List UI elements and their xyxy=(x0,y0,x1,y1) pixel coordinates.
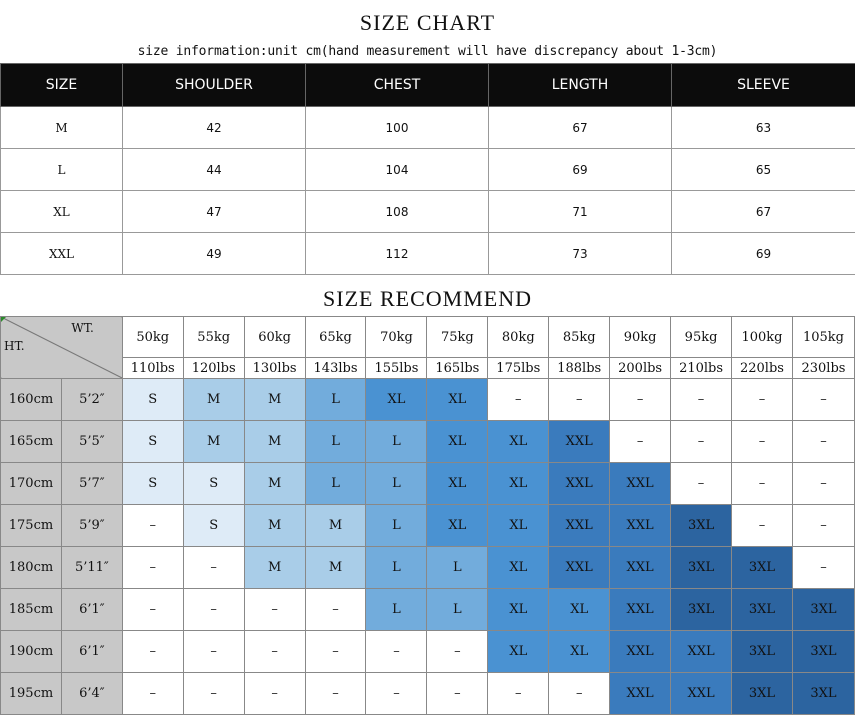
measurement-cell: 67 xyxy=(672,191,855,233)
recommended-size-cell: L xyxy=(366,505,427,547)
height-cm-label: 190cm xyxy=(1,631,62,673)
height-cm-label: 170cm xyxy=(1,463,62,505)
recommended-size-cell: – xyxy=(244,631,305,673)
weight-kg-header: 85kg xyxy=(549,317,610,358)
recommended-size-cell: XXL xyxy=(549,463,610,505)
recommended-size-cell: S xyxy=(183,463,244,505)
recommended-size-cell: – xyxy=(732,421,793,463)
weight-axis-label: WT. xyxy=(71,321,94,335)
recommended-size-cell: L xyxy=(305,463,366,505)
recommended-size-cell: – xyxy=(792,505,854,547)
recommended-size-cell: M xyxy=(244,463,305,505)
weight-lbs-header: 175lbs xyxy=(488,358,549,379)
size-row xyxy=(1,107,855,149)
measurement-cell: 73 xyxy=(489,233,672,275)
recommended-size-cell: XXL xyxy=(610,547,671,589)
measurement-cell: 69 xyxy=(672,233,855,275)
corner-marker xyxy=(1,317,6,322)
weight-kg-header: 95kg xyxy=(671,317,732,358)
recommended-size-cell: – xyxy=(183,631,244,673)
height-weight-corner xyxy=(1,317,123,379)
height-row xyxy=(1,505,855,547)
recommended-size-cell: S xyxy=(122,379,183,421)
height-row xyxy=(1,547,855,589)
recommended-size-cell: XXL xyxy=(610,463,671,505)
recommended-size-cell: – xyxy=(792,421,854,463)
recommended-size-cell: – xyxy=(122,547,183,589)
recommended-size-cell: L xyxy=(305,379,366,421)
recommended-size-cell: – xyxy=(122,589,183,631)
recommended-size-cell: – xyxy=(183,673,244,715)
recommended-size-cell: XL xyxy=(488,421,549,463)
recommended-size-cell: 3XL xyxy=(792,589,854,631)
measurement-cell: 108 xyxy=(306,191,489,233)
height-row xyxy=(1,421,855,463)
recommended-size-cell: – xyxy=(305,589,366,631)
weight-kg-header: 100kg xyxy=(732,317,793,358)
recommended-size-cell: XXL xyxy=(549,505,610,547)
column-header-sleeve: SLEEVE xyxy=(672,64,855,107)
size-chart-header-row xyxy=(1,64,855,107)
recommended-size-cell: 3XL xyxy=(671,505,732,547)
recommended-size-cell: L xyxy=(305,421,366,463)
recommended-size-cell: – xyxy=(366,631,427,673)
weight-kg-header: 50kg xyxy=(122,317,183,358)
recommended-size-cell: – xyxy=(488,673,549,715)
recommended-size-cell: – xyxy=(366,673,427,715)
height-cm-label: 195cm xyxy=(1,673,62,715)
recommended-size-cell: – xyxy=(488,379,549,421)
recommended-size-cell: – xyxy=(183,589,244,631)
column-header-size: SIZE xyxy=(1,64,123,107)
recommended-size-cell: – xyxy=(671,379,732,421)
recommended-size-cell: – xyxy=(610,421,671,463)
recommended-size-cell: S xyxy=(122,463,183,505)
recommended-size-cell: L xyxy=(366,463,427,505)
recommended-size-cell: S xyxy=(183,505,244,547)
size-row xyxy=(1,233,855,275)
recommended-size-cell: XL xyxy=(427,463,488,505)
recommended-size-cell: XXL xyxy=(549,547,610,589)
weight-kg-header: 75kg xyxy=(427,317,488,358)
recommended-size-cell: XL xyxy=(427,379,488,421)
weight-kg-row xyxy=(1,317,855,358)
recommended-size-cell: 3XL xyxy=(732,631,793,673)
weight-kg-header: 105kg xyxy=(792,317,854,358)
recommended-size-cell: XXL xyxy=(610,631,671,673)
recommended-size-cell: XXL xyxy=(671,673,732,715)
recommended-size-cell: – xyxy=(792,379,854,421)
weight-lbs-header: 220lbs xyxy=(732,358,793,379)
weight-kg-header: 70kg xyxy=(366,317,427,358)
recommended-size-cell: L xyxy=(427,589,488,631)
recommended-size-cell: XL xyxy=(488,505,549,547)
height-cm-label: 180cm xyxy=(1,547,62,589)
recommended-size-cell: XXL xyxy=(610,505,671,547)
weight-lbs-header: 165lbs xyxy=(427,358,488,379)
recommended-size-cell: XL xyxy=(549,589,610,631)
height-row xyxy=(1,589,855,631)
measurement-cell: 65 xyxy=(672,149,855,191)
weight-lbs-header: 143lbs xyxy=(305,358,366,379)
measurement-cell: 42 xyxy=(123,107,306,149)
height-ft-label: 5’9″ xyxy=(61,505,122,547)
recommended-size-cell: M xyxy=(244,547,305,589)
column-header-shoulder: SHOULDER xyxy=(123,64,306,107)
recommended-size-cell: – xyxy=(792,547,854,589)
weight-kg-header: 55kg xyxy=(183,317,244,358)
height-cm-label: 165cm xyxy=(1,421,62,463)
height-ft-label: 5’11″ xyxy=(61,547,122,589)
weight-kg-header: 65kg xyxy=(305,317,366,358)
height-cm-label: 185cm xyxy=(1,589,62,631)
recommended-size-cell: XL xyxy=(427,505,488,547)
size-row xyxy=(1,149,855,191)
recommended-size-cell: XXL xyxy=(549,421,610,463)
height-ft-label: 5’5″ xyxy=(61,421,122,463)
recommended-size-cell: – xyxy=(549,673,610,715)
height-row xyxy=(1,379,855,421)
recommended-size-cell: L xyxy=(366,547,427,589)
weight-lbs-header: 210lbs xyxy=(671,358,732,379)
recommended-size-cell: – xyxy=(732,505,793,547)
height-cm-label: 175cm xyxy=(1,505,62,547)
recommended-size-cell: 3XL xyxy=(792,673,854,715)
weight-lbs-row xyxy=(1,358,855,379)
recommended-size-cell: – xyxy=(244,589,305,631)
measurement-cell: 47 xyxy=(123,191,306,233)
recommended-size-cell: – xyxy=(305,673,366,715)
height-ft-label: 6’1″ xyxy=(61,631,122,673)
recommended-size-cell: M xyxy=(305,505,366,547)
column-header-length: LENGTH xyxy=(489,64,672,107)
weight-lbs-header: 130lbs xyxy=(244,358,305,379)
recommended-size-cell: M xyxy=(244,421,305,463)
recommended-size-cell: XXL xyxy=(671,631,732,673)
recommended-size-cell: – xyxy=(122,505,183,547)
height-ft-label: 6’1″ xyxy=(61,589,122,631)
size-recommend-title: SIZE RECOMMEND xyxy=(323,286,532,311)
recommended-size-cell: XXL xyxy=(610,589,671,631)
measurement-cell: 112 xyxy=(306,233,489,275)
recommended-size-cell: XXL xyxy=(610,673,671,715)
measurement-cell: 49 xyxy=(123,233,306,275)
measurement-cell: 44 xyxy=(123,149,306,191)
recommended-size-cell: XL xyxy=(488,547,549,589)
recommended-size-cell: 3XL xyxy=(792,631,854,673)
size-label: XL xyxy=(1,191,123,233)
recommended-size-cell: XL xyxy=(549,631,610,673)
height-cm-label: 160cm xyxy=(1,379,62,421)
measurement-cell: 71 xyxy=(489,191,672,233)
height-row xyxy=(1,673,855,715)
size-info-note: size information:unit cm(hand measurement will have discrepancy about 1-3cm) xyxy=(137,44,718,59)
size-chart-table xyxy=(0,63,855,275)
recommended-size-cell: XL xyxy=(488,463,549,505)
height-ft-label: 5’7″ xyxy=(61,463,122,505)
size-label: XXL xyxy=(1,233,123,275)
size-row xyxy=(1,191,855,233)
recommended-size-cell: 3XL xyxy=(732,673,793,715)
size-recommend-table xyxy=(0,316,855,715)
recommended-size-cell: XL xyxy=(488,631,549,673)
weight-lbs-header: 188lbs xyxy=(549,358,610,379)
recommended-size-cell: XL xyxy=(488,589,549,631)
height-row xyxy=(1,631,855,673)
recommended-size-cell: – xyxy=(549,379,610,421)
recommended-size-cell: – xyxy=(732,463,793,505)
recommended-size-cell: 3XL xyxy=(732,547,793,589)
weight-lbs-header: 230lbs xyxy=(792,358,854,379)
weight-lbs-header: 200lbs xyxy=(610,358,671,379)
recommended-size-cell: M xyxy=(244,505,305,547)
recommended-size-cell: – xyxy=(244,673,305,715)
weight-lbs-header: 155lbs xyxy=(366,358,427,379)
recommended-size-cell: XL xyxy=(427,421,488,463)
measurement-cell: 104 xyxy=(306,149,489,191)
height-ft-label: 5’2″ xyxy=(61,379,122,421)
recommended-size-cell: M xyxy=(183,421,244,463)
recommended-size-cell: – xyxy=(122,631,183,673)
recommended-size-cell: L xyxy=(366,421,427,463)
weight-lbs-header: 120lbs xyxy=(183,358,244,379)
column-header-chest: CHEST xyxy=(306,64,489,107)
recommended-size-cell: – xyxy=(183,547,244,589)
measurement-cell: 69 xyxy=(489,149,672,191)
recommended-size-cell: – xyxy=(732,379,793,421)
recommended-size-cell: 3XL xyxy=(671,589,732,631)
recommended-size-cell: – xyxy=(427,631,488,673)
recommended-size-cell: 3XL xyxy=(732,589,793,631)
weight-kg-header: 90kg xyxy=(610,317,671,358)
weight-kg-header: 80kg xyxy=(488,317,549,358)
size-label: L xyxy=(1,149,123,191)
recommended-size-cell: 3XL xyxy=(671,547,732,589)
height-axis-label: HT. xyxy=(4,339,25,353)
recommended-size-cell: – xyxy=(122,673,183,715)
measurement-cell: 67 xyxy=(489,107,672,149)
recommended-size-cell: M xyxy=(183,379,244,421)
recommended-size-cell: – xyxy=(427,673,488,715)
recommended-size-cell: – xyxy=(610,379,671,421)
recommended-size-cell: M xyxy=(305,547,366,589)
recommended-size-cell: S xyxy=(122,421,183,463)
recommended-size-cell: M xyxy=(244,379,305,421)
height-ft-label: 6’4″ xyxy=(61,673,122,715)
size-label: M xyxy=(1,107,123,149)
recommended-size-cell: L xyxy=(366,589,427,631)
height-row xyxy=(1,463,855,505)
recommended-size-cell: – xyxy=(305,631,366,673)
measurement-cell: 100 xyxy=(306,107,489,149)
recommended-size-cell: – xyxy=(792,463,854,505)
measurement-cell: 63 xyxy=(672,107,855,149)
recommended-size-cell: XL xyxy=(366,379,427,421)
recommended-size-cell: L xyxy=(427,547,488,589)
size-chart-title: SIZE CHART xyxy=(359,10,496,35)
weight-kg-header: 60kg xyxy=(244,317,305,358)
weight-lbs-header: 110lbs xyxy=(122,358,183,379)
recommended-size-cell: – xyxy=(671,421,732,463)
recommended-size-cell: – xyxy=(671,463,732,505)
